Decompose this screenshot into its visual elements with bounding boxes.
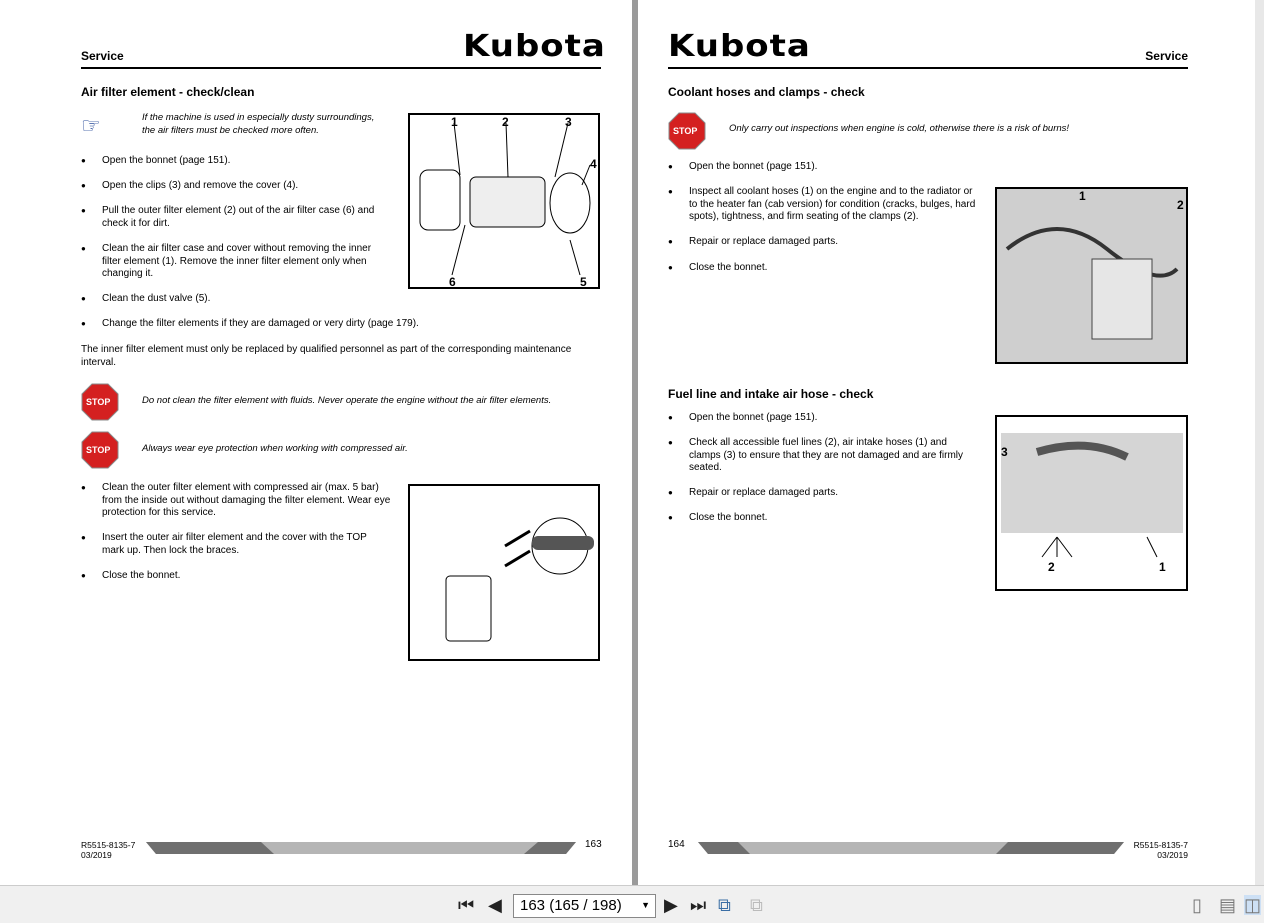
stop-label: STOP: [673, 126, 698, 136]
page-select-value: 163 (165 / 198): [520, 897, 622, 914]
list-item: ● Close the bonnet.: [668, 512, 978, 525]
list-item: ● Change the filter elements if they are damaged or very dirty (page 179).: [81, 318, 601, 331]
list-item: ● Insert the outer air filter element and the cover with the TOP mark up. Then lock the braces.: [81, 532, 391, 557]
continuous-view-icon[interactable]: ▤: [1219, 895, 1237, 915]
callout-3: 3: [1001, 445, 1008, 459]
list-item: ● Pull the outer filter element (2) out of the air filter case (6) and check it for dirt.: [81, 205, 391, 230]
callout-5: 5: [580, 275, 587, 289]
list-item: ● Open the clips (3) and remove the cover (4).: [81, 180, 391, 193]
doc-date: 03/2019: [1157, 850, 1188, 860]
go-back-view-icon[interactable]: ⧉: [718, 895, 731, 915]
callout-2: 2: [502, 115, 509, 129]
callout-2: 2: [1177, 198, 1184, 212]
paragraph: The inner filter element must only be replaced by qualified personnel as part of the corresponding maintenance interval.: [81, 344, 572, 368]
callout-2: 2: [1048, 560, 1055, 574]
list-item: ● Repair or replace damaged parts.: [668, 487, 978, 500]
chevron-down-icon: ▼: [641, 900, 650, 910]
air-filter-drawing: [410, 115, 598, 287]
callout-4: 4: [590, 157, 597, 171]
footer-bar: [698, 842, 1124, 855]
left-page: [0, 0, 632, 885]
engine-photo: [997, 417, 1186, 589]
section-title: Air filter element - check/clean: [81, 85, 255, 99]
callout-1: 1: [451, 115, 458, 129]
compressed-air-figure: [408, 484, 600, 661]
warning-text: Always wear eye protection when working with compressed air.: [142, 443, 408, 454]
page-select[interactable]: [513, 894, 656, 918]
section-title: Coolant hoses and clamps - check: [668, 85, 865, 99]
doc-number: R5515-8135-7: [1133, 840, 1188, 850]
list-item: ● Clean the outer filter element with compressed air (max. 5 bar) from the inside out without damaging the filter element. Wear eye protection for this service.: [81, 482, 391, 520]
facing-pages-view-icon[interactable]: ◫: [1244, 895, 1262, 915]
section-title: Fuel line and intake air hose - check: [668, 387, 874, 401]
callout-3: 3: [565, 115, 572, 129]
doc-number: R5515-8135-7: [81, 840, 136, 850]
single-page-view-icon[interactable]: ▯: [1192, 895, 1202, 915]
list-item: ● Inspect all coolant hoses (1) on the engine and to the radiator or to the heater fan (cab version) for condition (cracks, bulges, hard spots), tightness, and firm seating of the clamps (2).: [668, 186, 978, 224]
list-item: ● Repair or replace damaged parts.: [668, 236, 978, 249]
list-item: ● Close the bonnet.: [668, 262, 978, 275]
header-rule: [81, 67, 601, 69]
warning-text: Do not clean the filter element with fluids. Never operate the engine without the air filter elements.: [142, 395, 552, 406]
list-item: ● Check all accessible fuel lines (2), air intake hoses (1) and clamps (3) to ensure that they are not damaged and are firmly seated.: [668, 437, 978, 475]
stop-label: STOP: [86, 397, 111, 407]
kubota-logo: Kubota: [668, 28, 811, 64]
bottom-toolbar: [0, 885, 1264, 923]
section-header: Service: [1145, 49, 1188, 63]
footer-bar: [146, 842, 576, 855]
warning-text: Only carry out inspections when engine is cold, otherwise there is a risk of burns!: [729, 123, 1070, 134]
list-item: ● Clean the air filter case and cover without removing the inner filter element (1). Remove the inner filter element only when changing it.: [81, 243, 391, 281]
scrollbar[interactable]: [1255, 0, 1264, 885]
engine-photo: [997, 189, 1186, 362]
callout-1: 1: [1159, 560, 1166, 574]
note-text: If the machine is used in especially dusty surroundings, the air filters must be checked more often.: [142, 112, 375, 136]
go-forward-view-icon[interactable]: ⧉: [750, 895, 763, 915]
air-filter-figure: [408, 113, 600, 289]
list-item: ● Clean the dust valve (5).: [81, 293, 391, 306]
list-item: ● Open the bonnet (page 151).: [668, 161, 978, 174]
callout-6: 6: [449, 275, 456, 289]
fuel-line-photo: [995, 415, 1188, 591]
last-page-icon[interactable]: ⏭: [690, 895, 707, 915]
pointing-hand-icon: ☞: [81, 113, 101, 138]
previous-page-icon[interactable]: ◀: [488, 895, 502, 915]
section-header: Service: [81, 49, 124, 63]
next-page-icon[interactable]: ▶: [664, 895, 678, 915]
eye-protection-drawing: [410, 486, 598, 659]
page-number: 163: [585, 839, 602, 850]
list-item: ● Open the bonnet (page 151).: [81, 155, 391, 168]
list-item: ● Open the bonnet (page 151).: [668, 412, 978, 425]
callout-1: 1: [1079, 189, 1086, 203]
doc-date: 03/2019: [81, 850, 112, 860]
header-rule: [668, 67, 1188, 69]
right-page: [638, 0, 1255, 885]
coolant-hoses-photo: [995, 187, 1188, 364]
first-page-icon[interactable]: ⏮: [458, 895, 475, 915]
kubota-logo: Kubota: [463, 28, 606, 64]
list-item: ● Close the bonnet.: [81, 570, 391, 583]
page-number: 164: [668, 839, 685, 850]
stop-label: STOP: [86, 445, 111, 455]
